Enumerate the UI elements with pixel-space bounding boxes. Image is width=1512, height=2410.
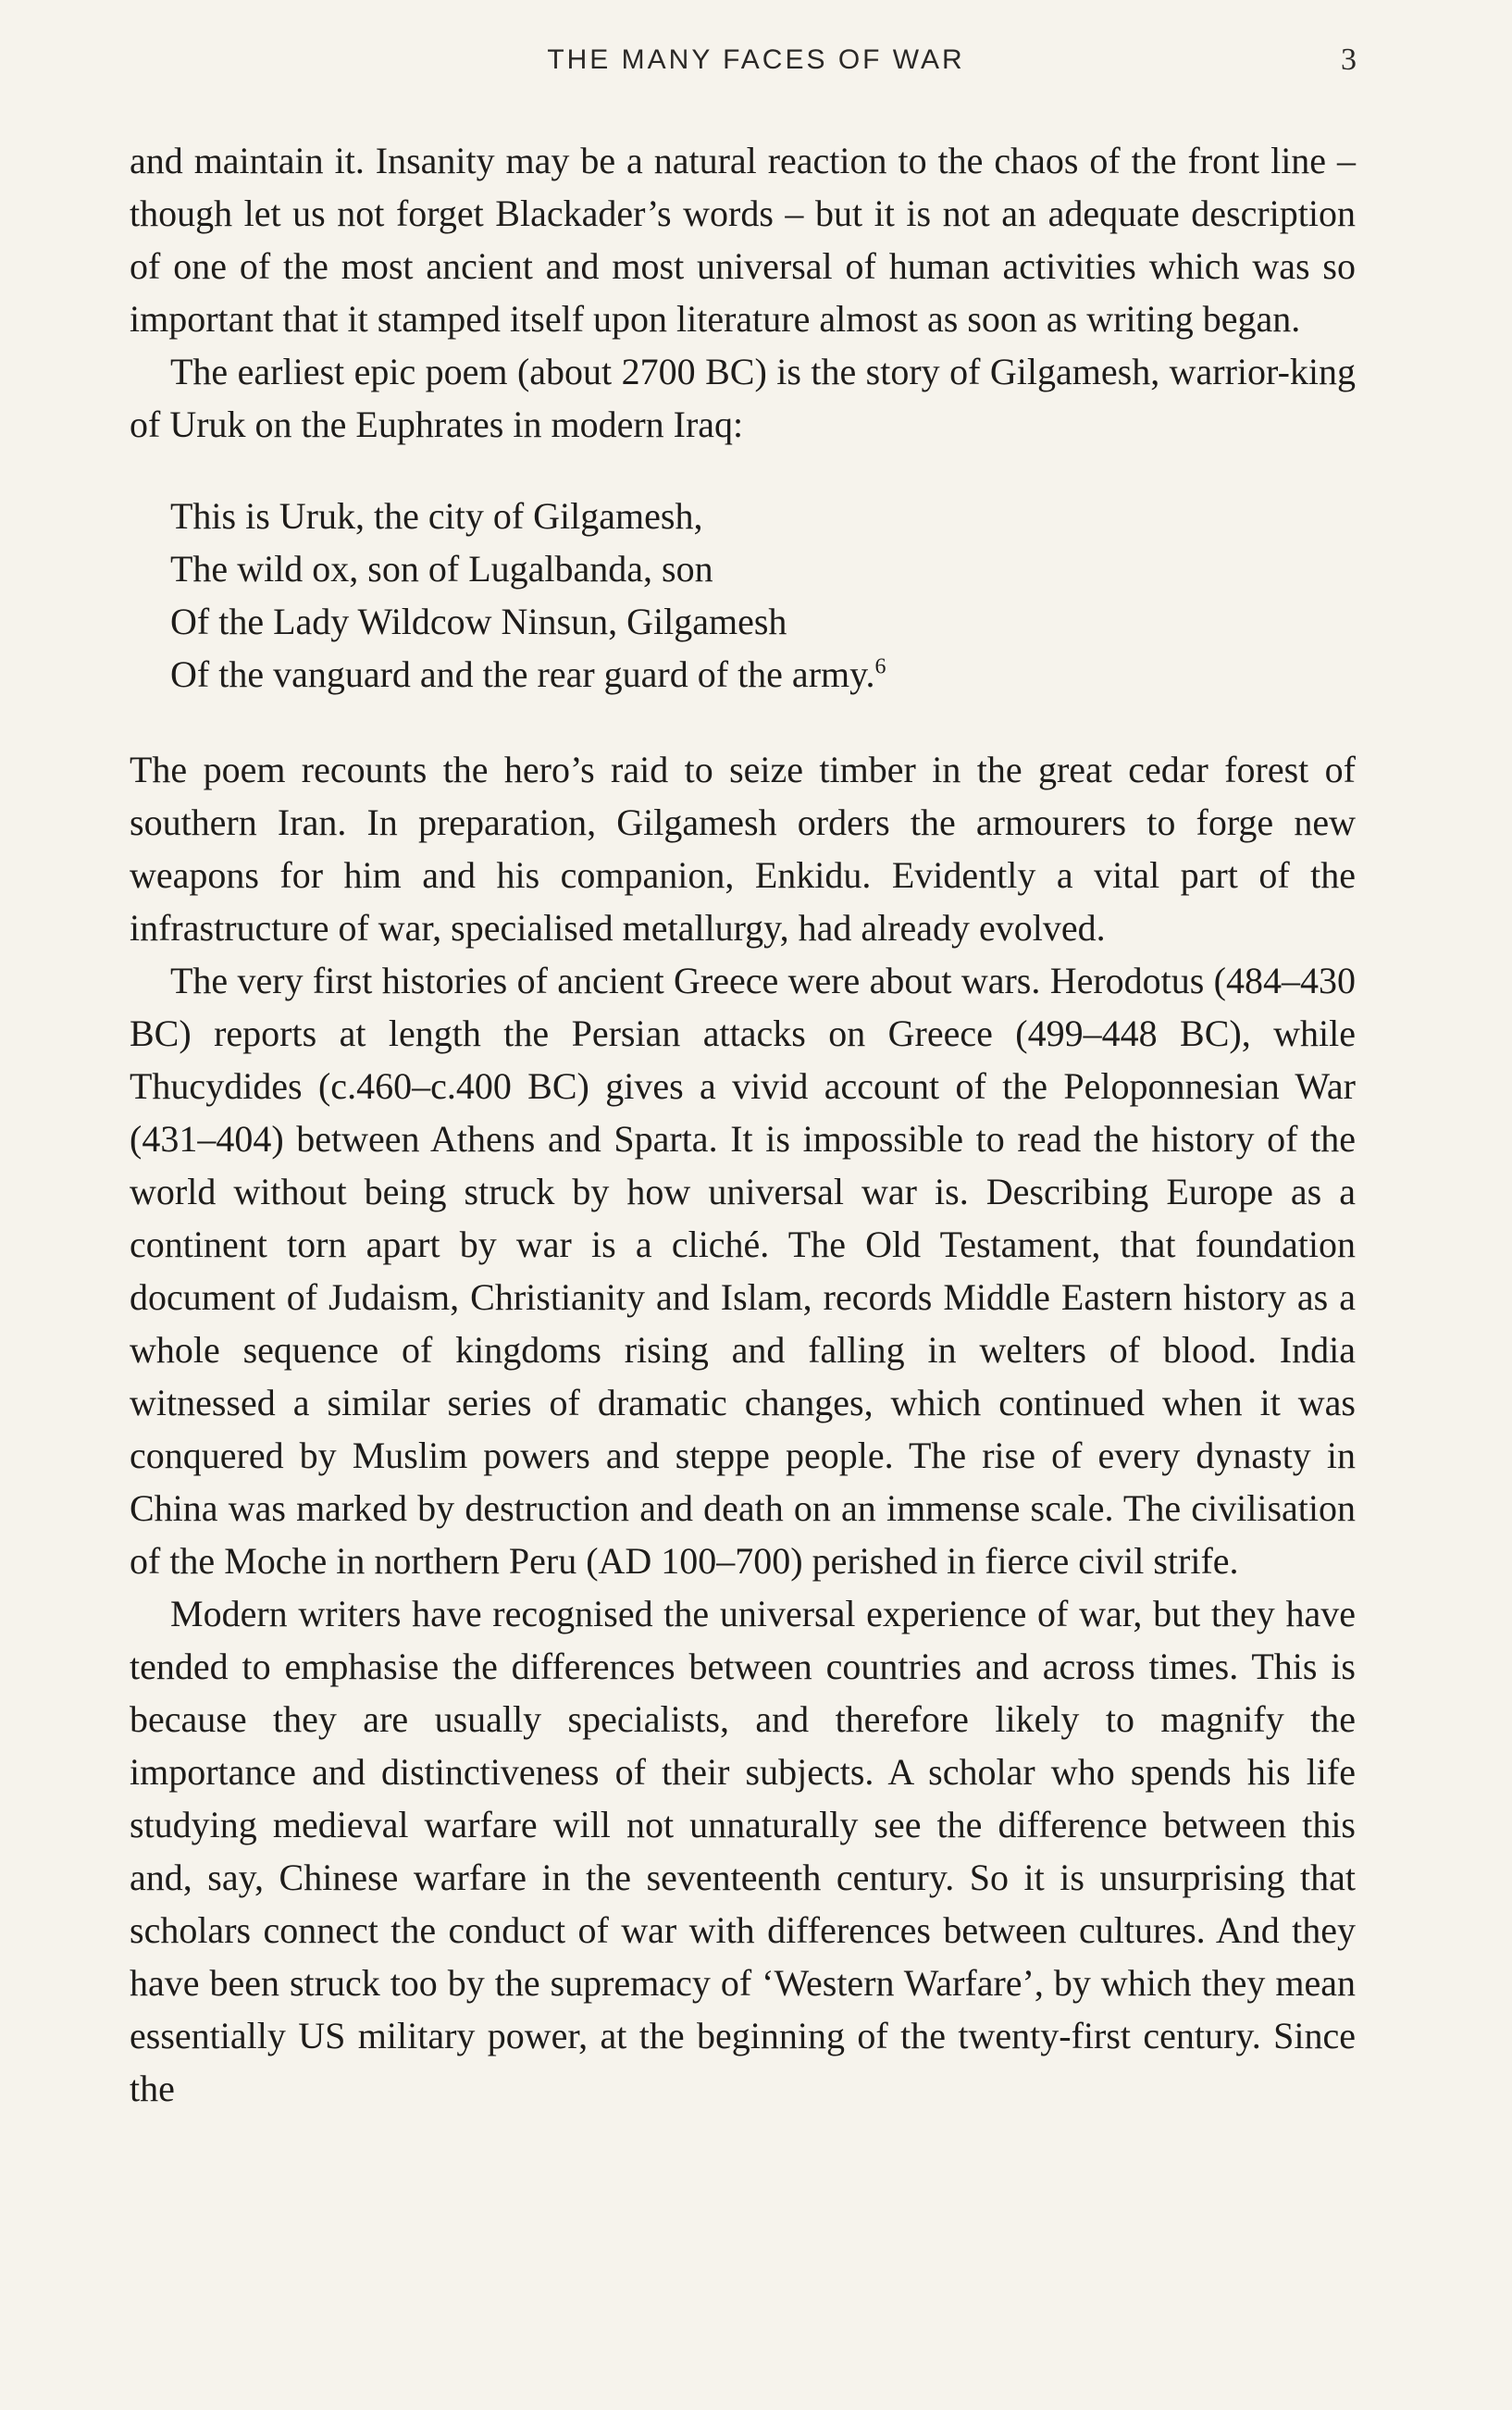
footnote-marker: 6 <box>874 654 886 679</box>
verse-line-1: This is Uruk, the city of Gilgamesh, <box>170 495 703 537</box>
verse-line-3: Of the Lady Wildcow Ninsun, Gilgamesh <box>170 601 787 642</box>
paragraph-3: The poem recounts the hero’s raid to seize timber in the great cedar forest of southern Iran. In preparation, Gilgamesh orders the armourers to forge new weapons for him and his companion, Enkidu. Evidently a vital part of the infrastructure of war, specialised metallurgy, had already evolved. <box>130 749 1356 949</box>
running-head <box>0 37 1512 83</box>
paragraph-1: and maintain it. Insanity may be a natural reaction to the chaos of the front line – though let us not forget Blackader’s words – but it is not an adequate description of one of the most ancient and most universal of human activities which was so important that it stamped itself upon literature almost as soon as writing began. <box>130 140 1356 340</box>
paragraph-4: The very first histories of ancient Greece were about wars. Herodotus (484–430 BC) reports at length the Persian attacks on Greece (499–448 BC), while Thucydides (c.460–c.400 BC) gives a vivid account of the Peloponnesian War (431–404) between Athens and Sparta. It is impossible to read the history of the world without being struck by how universal war is. Describing Europe as a continent torn apart by war is a cliché. The Old Testament, that foundation document of Judaism, Christianity and Islam, records Middle Eastern history as a whole sequence of kingdoms rising and falling in welters of blood. India witnessed a similar series of dramatic changes, which continued when it was conquered by Muslim powers and steppe people. The rise of every dynasty in China was marked by destruction and death on an immense scale. The civilisation of the Moche in northern Peru (AD 100–700) perished in fierce civil strife. <box>130 960 1356 1582</box>
paragraph-2: The earliest epic poem (about 2700 BC) is the story of Gilgamesh, warrior-king of Uruk on the Euphrates in modern Iraq: <box>130 351 1356 445</box>
body-text <box>130 134 1356 2115</box>
paragraph-5: Modern writers have recognised the universal experience of war, but they have tended to emphasise the differences between countries and across times. This is because they are usually specialists, and therefore likely to magnify the importance and distinctiveness of their subjects. A scholar who spends his life studying medieval warfare will not unnaturally see the difference between this and, say, Chinese warfare in the seventeenth century. So it is unsurprising that scholars connect the conduct of war with differences between cultures. And they have been struck too by the supremacy of ‘Western Warfare’, by which they mean essentially US military power, at the beginning of the twenty-first century. Since the <box>130 1593 1356 2109</box>
verse-line-2: The wild ox, son of Lugalbanda, son <box>170 548 713 590</box>
verse-line-4: Of the vanguard and the rear guard of the army. <box>170 653 875 695</box>
running-title: THE MANY FACES OF WAR <box>547 44 965 75</box>
page-number: 3 <box>1341 43 1357 77</box>
verse-line-4-wrapper <box>170 648 1356 701</box>
verse-quotation <box>170 490 1356 701</box>
